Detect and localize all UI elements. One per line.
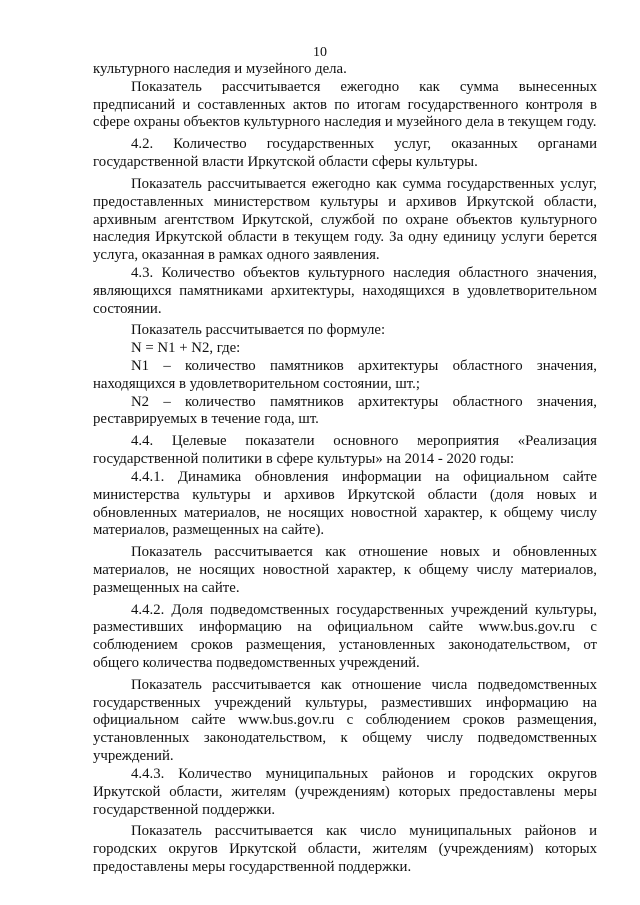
paragraph: 4.4.2. Доля подведомственных государственных учреждений культуры, разместивших информацию на официальном сайте www.bus.gov.ru с соблюдением сроков размещения, установленных законодательством, от общего количества подведомственных учреждений. [93,601,597,671]
paragraph: культурного наследия и музейного дела. [93,61,347,77]
paragraph: 4.2. Количество государственных услуг, оказанных органами государственной власти Иркутской области сферы культуры. [93,136,597,171]
paragraph: 4.4.3. Количество муниципальных районов и городских округов Иркутской области, жителям (учреждениям) которых предоставлены меры государственной поддержки. [93,765,597,818]
paragraph: 4.3. Количество объектов культурного наследия областного значения, являющихся памятниками архитектуры, находящихся в удовлетворительном состоянии. [93,264,597,317]
paragraph: 4.4.1. Динамика обновления информации на официальном сайте министерства культуры и архивов Иркутской области (доля новых и обновленных материалов, не носящих новостной характер, к общему числу материалов, размещенных на сайте). [93,468,597,539]
paragraph: N = N1 + N2, где: [131,340,241,357]
document-body [93,61,597,877]
paragraph: N2 – количество памятников архитектуры областного значения, реставрируемых в течение года, шт. [93,393,597,428]
paragraph: Показатель рассчитывается по формуле: [131,322,386,339]
paragraph: N1 – количество памятников архитектуры областного значения, находящихся в удовлетворительном состоянии, шт.; [93,358,597,392]
paragraph: Показатель рассчитывается как число муниципальных районов и городских округов Иркутской области, жителям (учреждениям) которых предоставлены меры государственной поддержки. [93,823,597,875]
paragraph: Показатель рассчитывается как отношение новых и обновленных материалов, не носящих новостной характер, к общему числу материалов, размещенных на сайте. [93,544,597,596]
paragraph: Показатель рассчитывается как отношение числа подведомственных государственных учреждений культуры, разместивших информацию на официальном сайте www.bus.gov.ru с соблюдением сроков размещения, установленных законодательством, к общему числу подведомственных учреждений. [93,676,597,765]
paragraph: Показатель рассчитывается ежегодно как сумма вынесенных предписаний и составленных актов по итогам государственного контроля в сфере охраны объектов культурного наследия и музейного дела в текущем году. [93,78,597,131]
page-number: 10 [313,45,327,60]
paragraph: Показатель рассчитывается ежегодно как сумма государственных услуг, предоставленных министерством культуры и архивов Иркутской области, архивным агентством Иркутской, службой по охране объектов культурного наследия Иркутской области в текущем году. За одну единицу услуги берется услуга, оказанная в рамках одного заявления. [93,175,597,264]
paragraph: 4.4. Целевые показатели основного мероприятия «Реализация государственной политики в сфере культуры» на 2014 - 2020 годы: [93,433,597,468]
